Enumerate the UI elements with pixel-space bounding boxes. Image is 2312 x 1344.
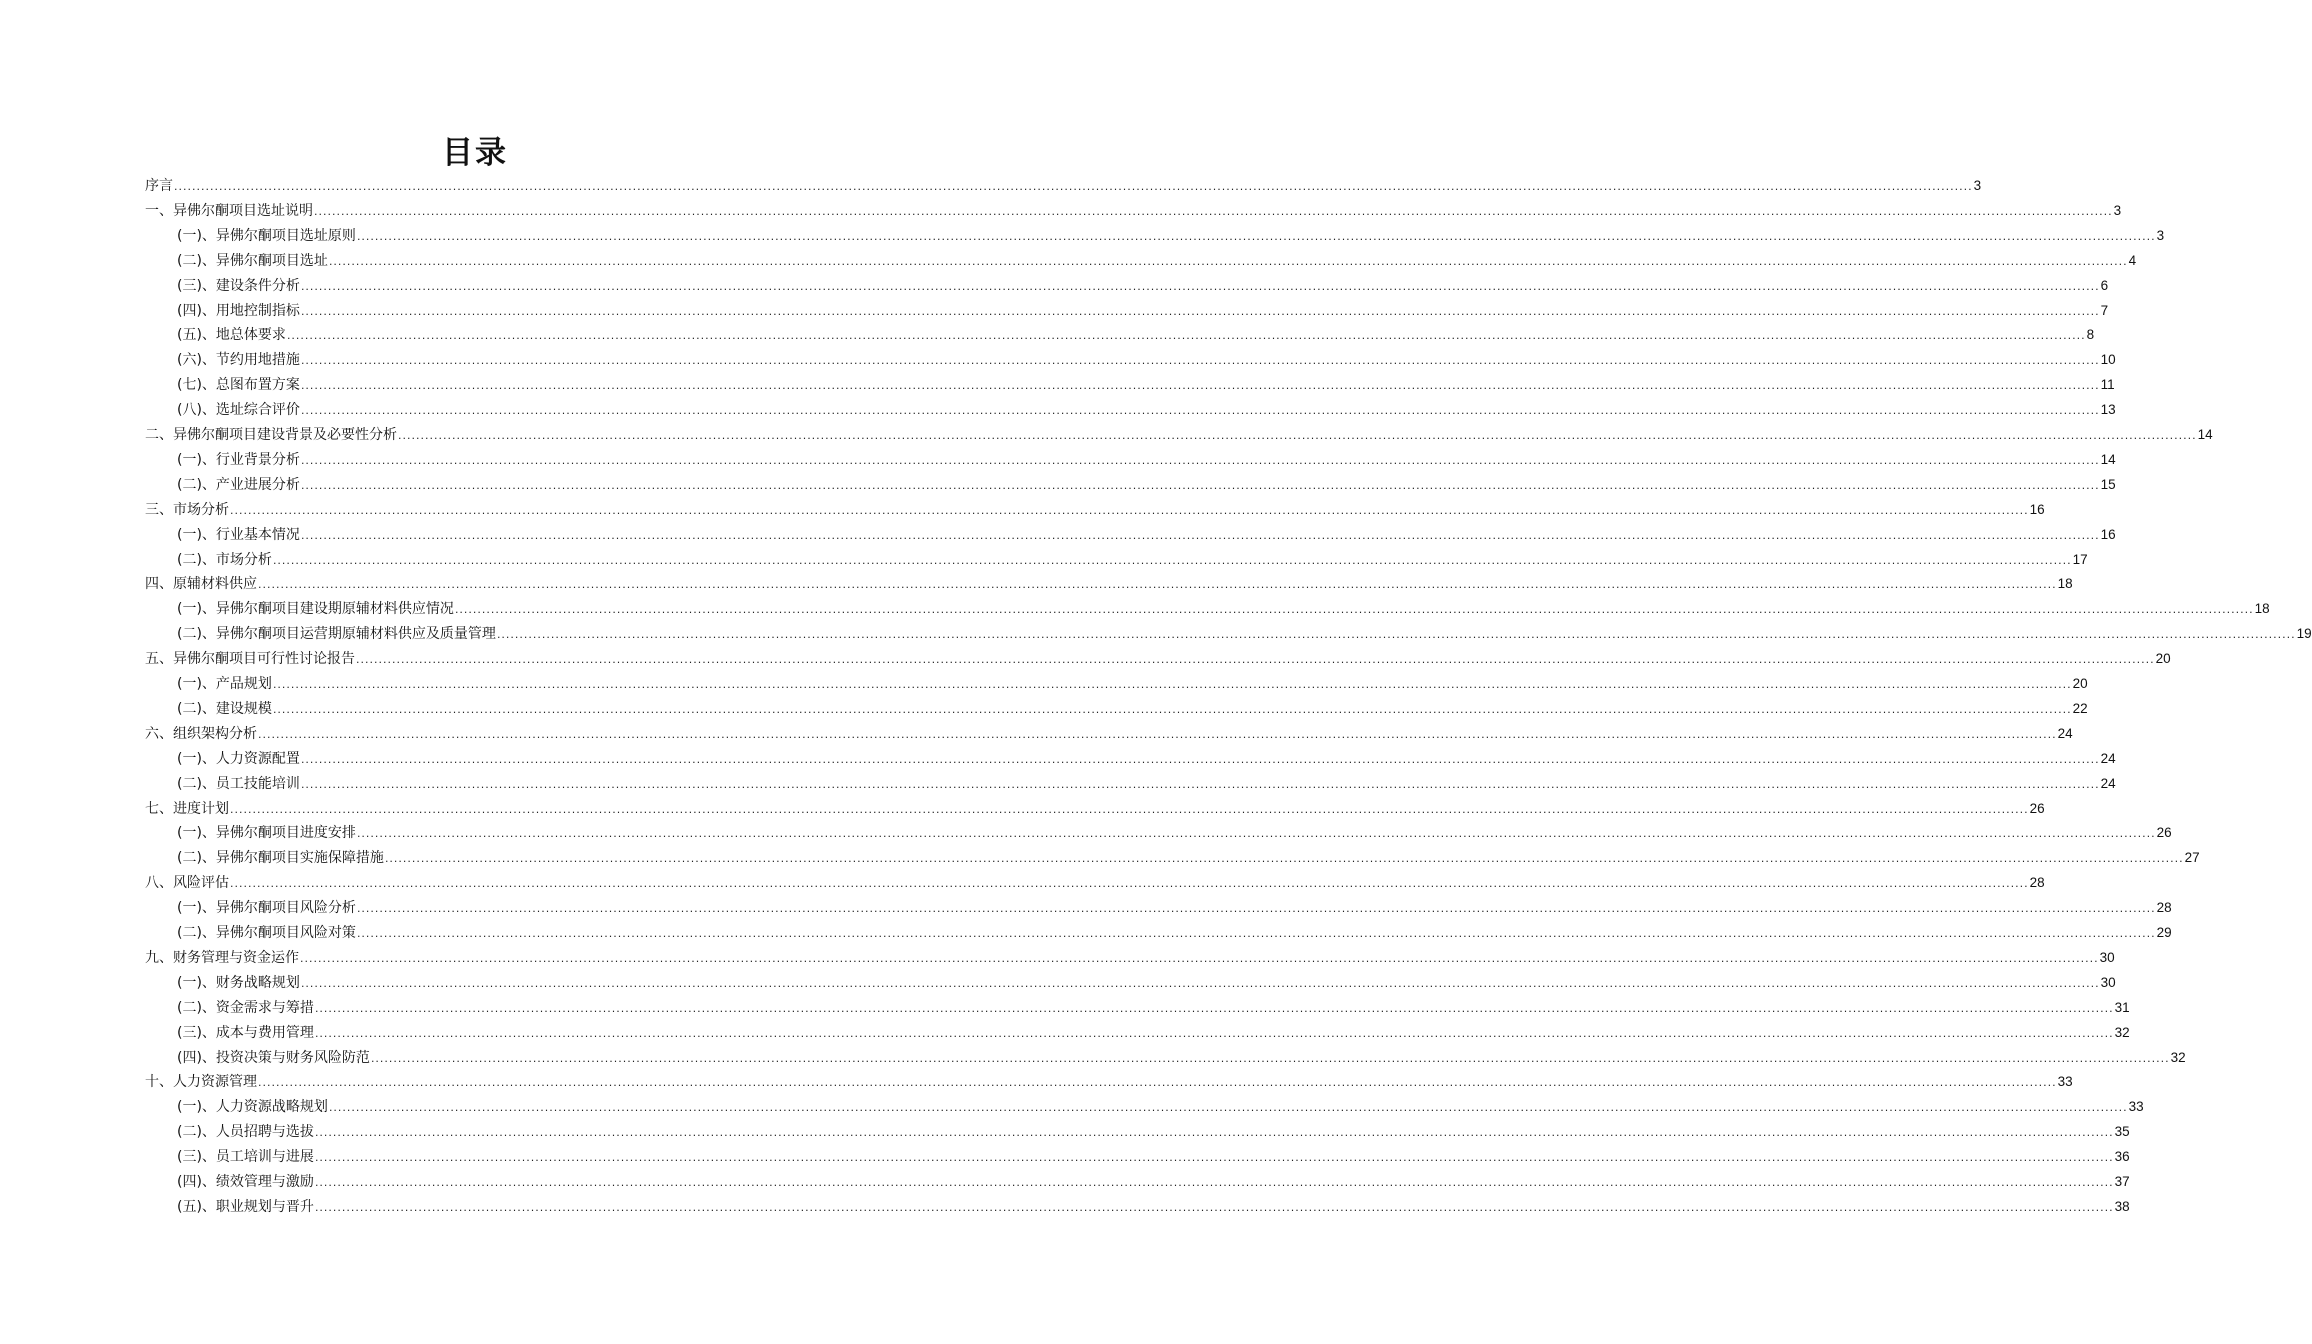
toc-page-number: 32: [2170, 1049, 2186, 1065]
toc-page-number: 17: [2072, 551, 2088, 567]
toc-section-entry[interactable]: [177, 1095, 2144, 1119]
toc-section-entry[interactable]: [177, 597, 2270, 621]
toc-page-number: 24: [2100, 750, 2116, 766]
toc-entry-label: 五、异佛尔酮项目可行性讨论报告: [145, 651, 355, 668]
toc-entry-label: 九、财务管理与资金运作: [145, 949, 299, 966]
toc-page-number: 14: [2197, 427, 2213, 442]
toc-section-entry[interactable]: [177, 323, 2095, 347]
toc-dot-leader: ................................................................................................................................................................................................................................................................................................................................................................................................................: [314, 1176, 2114, 1189]
toc-page-number: 38: [2114, 1198, 2130, 1214]
toc-dot-leader: ................................................................................................................................................................................................................................................................................................................................................................................................................: [300, 354, 2100, 368]
toc-entry-label: (二)、建设规模: [177, 700, 272, 717]
toc-entry-label: (一)、人力资源配置: [177, 750, 300, 767]
toc-dot-leader: ................................................................................................................................................................................................................................................................................................................................................................................................................: [496, 628, 2296, 642]
toc-dot-leader: ................................................................................................................................................................................................................................................................................................................................................................................................................: [258, 1076, 2057, 1090]
toc-page-number: 4: [2128, 252, 2137, 268]
toc-entry-label: (三)、建设条件分析: [177, 277, 300, 294]
toc-page-number: 15: [2100, 476, 2116, 492]
toc-section-entry[interactable]: [177, 348, 2116, 372]
toc-entry-label: (四)、投资决策与财务风险防范: [177, 1049, 370, 1066]
toc-dot-leader: ................................................................................................................................................................................................................................................................................................................................................................................................................: [314, 1001, 2114, 1015]
toc-entry-label: (四)、绩效管理与激励: [177, 1174, 314, 1190]
toc-dot-leader: ................................................................................................................................................................................................................................................................................................................................................................................................................: [356, 229, 2156, 243]
toc-dot-leader: ................................................................................................................................................................................................................................................................................................................................................................................................................: [314, 204, 2113, 218]
toc-page-number: 19: [2296, 626, 2312, 642]
toc-entry-label: (一)、行业基本情况: [177, 526, 300, 543]
toc-dot-leader: ................................................................................................................................................................................................................................................................................................................................................................................................................: [356, 902, 2156, 916]
toc-entry-label: (八)、选址综合评价: [177, 402, 300, 419]
toc-section-entry[interactable]: [177, 697, 2088, 721]
toc-entry-label: (二)、市场分析: [177, 551, 272, 568]
toc-page-number: 26: [2156, 825, 2172, 841]
toc-dot-leader: ................................................................................................................................................................................................................................................................................................................................................................................................................: [300, 279, 2100, 293]
toc-section-entry[interactable]: [177, 896, 2172, 920]
toc-dot-leader: ................................................................................................................................................................................................................................................................................................................................................................................................................: [356, 927, 2156, 940]
toc-entry-label: (三)、成本与费用管理: [177, 1024, 314, 1041]
toc-dot-leader: ................................................................................................................................................................................................................................................................................................................................................................................................................: [300, 777, 2100, 791]
toc-title: 目录: [442, 135, 508, 171]
toc-page-number: 3: [1973, 178, 1982, 193]
toc-section-entry[interactable]: [177, 672, 2088, 696]
toc-entry-label: (一)、异佛尔酮项目风险分析: [177, 900, 356, 917]
toc-chapter-entry[interactable]: [145, 423, 2213, 447]
toc-page-number: 29: [2156, 925, 2172, 940]
toc-dot-leader: ................................................................................................................................................................................................................................................................................................................................................................................................................: [314, 1151, 2114, 1165]
toc-page-number: 22: [2072, 700, 2088, 716]
toc-page-number: 18: [2254, 601, 2270, 617]
toc-chapter-entry[interactable]: [145, 797, 2045, 821]
toc-page-number: 37: [2114, 1174, 2130, 1189]
toc-page-number: 3: [2156, 227, 2165, 243]
toc-dot-leader: ................................................................................................................................................................................................................................................................................................................................................................................................................: [314, 1026, 2114, 1040]
toc-entry-label: (五)、地总体要求: [177, 327, 286, 344]
toc-dot-leader: ................................................................................................................................................................................................................................................................................................................................................................................................................: [230, 877, 2029, 891]
toc-entry-label: (二)、异佛尔酮项目选址: [177, 252, 328, 269]
toc-section-entry[interactable]: [177, 249, 2137, 273]
toc-dot-leader: ................................................................................................................................................................................................................................................................................................................................................................................................................: [272, 553, 2072, 567]
toc-dot-leader: ................................................................................................................................................................................................................................................................................................................................................................................................................: [272, 702, 2072, 716]
toc-page-number: 36: [2114, 1149, 2130, 1165]
toc-entry-label: (一)、产品规划: [177, 676, 272, 692]
toc-dot-leader: ................................................................................................................................................................................................................................................................................................................................................................................................................: [370, 1051, 2170, 1065]
toc-page-number: 28: [2029, 875, 2045, 891]
toc-entry-label: 一、异佛尔酮项目选址说明: [145, 202, 313, 219]
toc-page-number: 24: [2100, 775, 2116, 791]
toc-entry-label: (二)、产业进展分析: [177, 476, 300, 493]
toc-entry-label: 序言: [145, 178, 173, 194]
toc-section-entry[interactable]: [177, 224, 2165, 248]
toc-page-number: 6: [2100, 277, 2109, 293]
toc-dot-leader: ................................................................................................................................................................................................................................................................................................................................................................................................................: [300, 404, 2100, 418]
toc-page-number: 30: [2100, 974, 2116, 990]
toc-entry-label: (一)、财务战略规划: [177, 974, 300, 991]
toc-chapter-entry[interactable]: [145, 647, 2171, 671]
toc-entry-label: 七、进度计划: [145, 800, 229, 817]
toc-entry-label: (二)、异佛尔酮项目运营期原辅材料供应及质量管理: [177, 626, 496, 643]
toc-entry-label: 六、组织架构分析: [145, 725, 257, 742]
toc-entry-label: (二)、异佛尔酮项目风险对策: [177, 925, 356, 941]
toc-page-number: 24: [2057, 725, 2073, 741]
toc-dot-leader: ................................................................................................................................................................................................................................................................................................................................................................................................................: [300, 379, 2100, 393]
toc-entry-label: (一)、异佛尔酮项目选址原则: [177, 227, 356, 244]
toc-page-number: 32: [2114, 1024, 2130, 1040]
toc-page-number: 16: [2100, 526, 2116, 542]
toc-dot-leader: ................................................................................................................................................................................................................................................................................................................................................................................................................: [314, 1126, 2114, 1140]
toc-chapter-entry[interactable]: [145, 199, 2122, 223]
toc-chapter-entry[interactable]: [145, 498, 2045, 522]
toc-dot-leader: ................................................................................................................................................................................................................................................................................................................................................................................................................: [300, 752, 2100, 766]
toc-entry-label: 二、异佛尔酮项目建设背景及必要性分析: [145, 427, 397, 443]
toc-entry-label: (四)、用地控制指标: [177, 302, 300, 319]
toc-entry-label: 十、人力资源管理: [145, 1074, 257, 1091]
toc-section-entry[interactable]: [177, 1046, 2186, 1070]
toc-page-number: 26: [2029, 800, 2045, 816]
toc-section-entry[interactable]: [177, 846, 2200, 870]
toc-section-entry[interactable]: [177, 996, 2130, 1020]
toc-entry-label: (六)、节约用地措施: [177, 352, 300, 369]
toc-page-number: 8: [2086, 327, 2095, 343]
toc-page-number: 18: [2057, 576, 2073, 592]
toc-page-number: 30: [2099, 949, 2115, 965]
toc-entry-label: (二)、异佛尔酮项目实施保障措施: [177, 850, 384, 867]
toc-entry-label: (二)、员工技能培训: [177, 775, 300, 792]
toc-page-number: 33: [2128, 1099, 2144, 1115]
toc-page-number: 7: [2100, 302, 2109, 318]
toc-chapter-entry[interactable]: [145, 946, 2115, 970]
toc-chapter-entry[interactable]: [145, 174, 1982, 198]
toc-entry-label: (一)、人力资源战略规划: [177, 1099, 328, 1116]
toc-entry-label: (七)、总图布置方案: [177, 377, 300, 394]
toc-section-entry[interactable]: [177, 373, 2115, 397]
toc-dot-leader: ................................................................................................................................................................................................................................................................................................................................................................................................................: [384, 852, 2184, 866]
toc-section-entry[interactable]: [177, 921, 2172, 945]
toc-section-entry[interactable]: [177, 448, 2116, 472]
toc-page-number: 11: [2100, 377, 2115, 393]
toc-section-entry[interactable]: [177, 1120, 2130, 1144]
toc-section-entry[interactable]: [177, 821, 2172, 845]
toc-dot-leader: ................................................................................................................................................................................................................................................................................................................................................................................................................: [272, 678, 2072, 691]
toc-section-entry[interactable]: [177, 772, 2116, 796]
toc-page-number: 28: [2156, 900, 2172, 916]
toc-entry-label: 八、风险评估: [145, 875, 229, 892]
toc-dot-leader: ................................................................................................................................................................................................................................................................................................................................................................................................................: [356, 653, 2155, 667]
toc-dot-leader: ................................................................................................................................................................................................................................................................................................................................................................................................................: [300, 453, 2100, 467]
toc-section-entry[interactable]: [177, 1195, 2130, 1219]
toc-entry-label: (三)、员工培训与进展: [177, 1149, 314, 1166]
toc-page-number: 31: [2114, 999, 2130, 1015]
toc-section-entry[interactable]: [177, 747, 2116, 771]
toc-dot-leader: ................................................................................................................................................................................................................................................................................................................................................................................................................: [286, 329, 2086, 343]
toc-dot-leader: ................................................................................................................................................................................................................................................................................................................................................................................................................: [300, 528, 2100, 542]
toc-dot-leader: ................................................................................................................................................................................................................................................................................................................................................................................................................: [258, 727, 2057, 741]
toc-page-number: 27: [2184, 850, 2200, 866]
toc-section-entry[interactable]: [177, 299, 2109, 323]
toc-chapter-entry[interactable]: [145, 1070, 2073, 1094]
toc-page-number: 20: [2155, 651, 2171, 667]
toc-entry-label: (二)、资金需求与筹措: [177, 999, 314, 1016]
toc-page-number: 3: [2113, 202, 2122, 218]
toc-dot-leader: ................................................................................................................................................................................................................................................................................................................................................................................................................: [398, 429, 2197, 442]
toc-entry-label: (五)、职业规划与晋升: [177, 1198, 314, 1215]
toc-page-number: 14: [2100, 451, 2116, 467]
toc-section-entry[interactable]: [177, 274, 2109, 298]
toc-dot-leader: ................................................................................................................................................................................................................................................................................................................................................................................................................: [230, 503, 2029, 517]
toc-entry-label: 四、原辅材料供应: [145, 576, 257, 593]
toc-dot-leader: ................................................................................................................................................................................................................................................................................................................................................................................................................: [300, 951, 2099, 965]
toc-chapter-entry[interactable]: [145, 871, 2045, 895]
toc-dot-leader: ................................................................................................................................................................................................................................................................................................................................................................................................................: [300, 478, 2100, 492]
toc-dot-leader: ................................................................................................................................................................................................................................................................................................................................................................................................................: [328, 254, 2128, 268]
toc-dot-leader: ................................................................................................................................................................................................................................................................................................................................................................................................................: [328, 1101, 2128, 1115]
toc-section-entry[interactable]: [177, 1145, 2130, 1169]
toc-section-entry[interactable]: [177, 971, 2116, 995]
toc-dot-leader: ................................................................................................................................................................................................................................................................................................................................................................................................................: [314, 1200, 2114, 1214]
toc-page-number: 35: [2114, 1124, 2130, 1140]
toc-dot-leader: ................................................................................................................................................................................................................................................................................................................................................................................................................: [230, 802, 2029, 816]
toc-section-entry[interactable]: [177, 622, 2312, 646]
toc-section-entry[interactable]: [177, 1021, 2130, 1045]
toc-entry-label: (一)、行业背景分析: [177, 451, 300, 468]
toc-page-number: 33: [2057, 1074, 2073, 1090]
toc-dot-leader: ................................................................................................................................................................................................................................................................................................................................................................................................................: [300, 976, 2100, 990]
toc-chapter-entry[interactable]: [145, 572, 2073, 596]
toc-dot-leader: ................................................................................................................................................................................................................................................................................................................................................................................................................: [300, 304, 2100, 318]
toc-entry-label: (一)、异佛尔酮项目建设期原辅材料供应情况: [177, 601, 454, 618]
toc-page-number: 10: [2100, 352, 2116, 368]
toc-section-entry[interactable]: [177, 398, 2116, 422]
toc-page-number: 16: [2029, 501, 2045, 517]
toc-entry-label: 三、市场分析: [145, 501, 229, 518]
toc-chapter-entry[interactable]: [145, 722, 2073, 746]
toc-section-entry[interactable]: [177, 523, 2116, 547]
toc-dot-leader: ................................................................................................................................................................................................................................................................................................................................................................................................................: [258, 578, 2057, 592]
toc-page-number: 20: [2072, 676, 2088, 691]
toc-section-entry[interactable]: [177, 473, 2116, 497]
toc-page-number: 13: [2100, 402, 2116, 418]
toc-section-entry[interactable]: [177, 548, 2088, 572]
toc-dot-leader: ................................................................................................................................................................................................................................................................................................................................................................................................................: [356, 827, 2156, 841]
toc-section-entry[interactable]: [177, 1170, 2130, 1194]
toc-dot-leader: ................................................................................................................................................................................................................................................................................................................................................................................................................: [174, 180, 1973, 193]
toc-entry-label: (一)、异佛尔酮项目进度安排: [177, 825, 356, 842]
toc-dot-leader: ................................................................................................................................................................................................................................................................................................................................................................................................................: [454, 603, 2254, 617]
toc-entry-label: (二)、人员招聘与选拔: [177, 1124, 314, 1141]
